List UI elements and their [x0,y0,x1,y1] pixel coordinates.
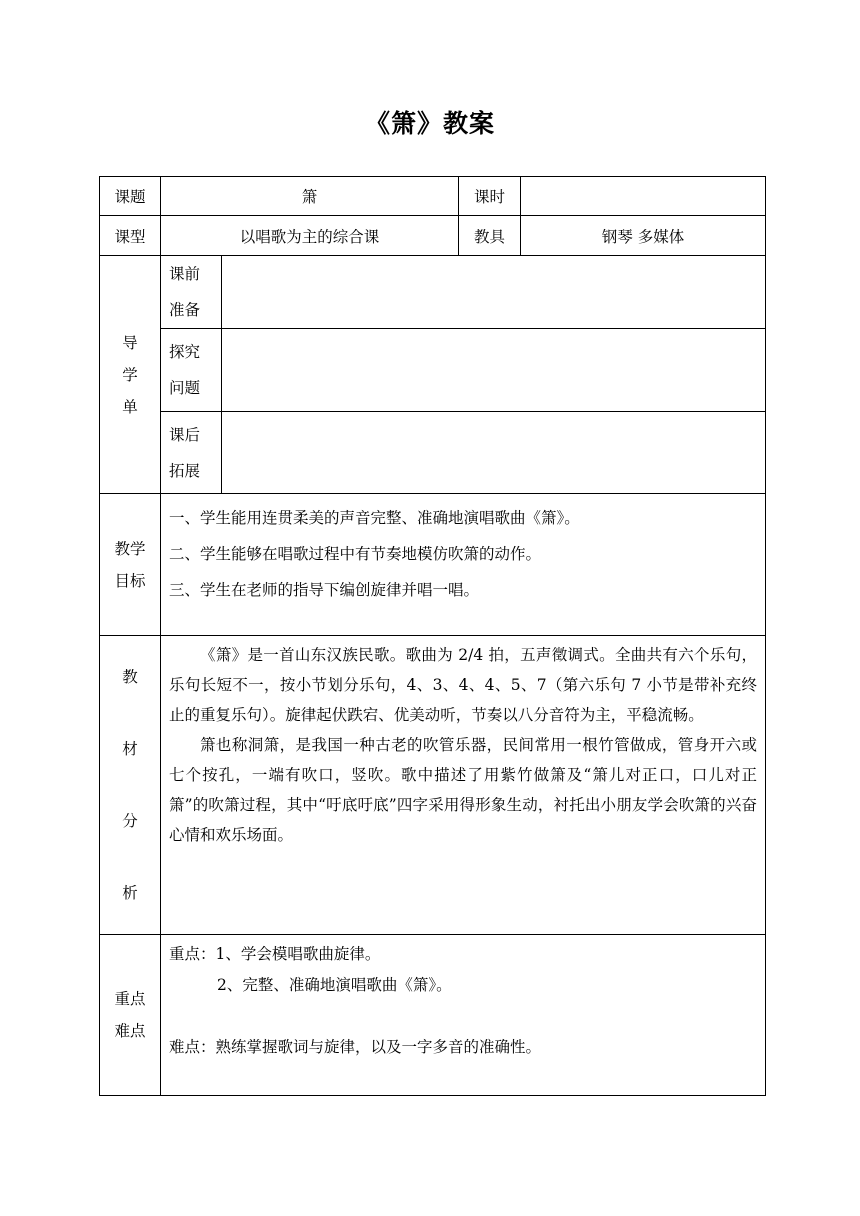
guide-content-post [222,412,766,494]
goal-line: 二、学生能够在唱歌过程中有节奏地模仿吹箫的动作。 [169,545,542,563]
row-keypoints [100,935,766,1096]
topic-value: 箫 [161,177,459,216]
guide-item-post: 课后 拓展 [161,412,222,494]
tools-value: 钢琴 多媒体 [521,216,766,256]
goal-line: 三、学生在老师的指导下编创旋律并唱一唱。 [169,581,480,599]
row-goals [100,494,766,636]
row-type [100,216,766,256]
material-paragraph: 箫也称洞箫，是我国一种古老的吹管乐器，民间常用一根竹管做成，管身开六或七个按孔，一端有吹口，竖吹。歌中描述了用紫竹做箫及“箫儿对正口，口儿对正箫”的吹箫过程，其中“吁底吁底”四字采用得形象生动，衬托出小朋友学会吹箫的兴奋心情和欢乐场面。 [169,736,758,844]
goal-line: 一、学生能用连贯柔美的声音完整、准确地演唱歌曲《箫》。 [169,509,580,527]
guide-item-pre: 课前 准备 [161,256,222,329]
type-label: 课型 [100,216,161,256]
keypoints-content [161,935,766,1096]
key-point-1: 重点：1、学会模唱歌曲旋律。 [169,945,381,963]
material-paragraph: 《箫》是一首山东汉族民歌。歌曲为 2/4 拍，五声徵调式。全曲共有六个乐句，乐句长短不一，按小节划分乐句，4、3、4、4、5、7（第六乐句 7 小节是带补充终止的重复乐句）。旋律起伏跌宕、优美动听，节奏以八分音符为主，平稳流畅。 [169,646,758,724]
material-content [161,636,766,935]
lesson-plan-table [99,176,766,1096]
keypoints-label: 重点 难点 [100,935,161,1096]
hours-value [521,177,766,216]
topic-label: 课题 [100,177,161,216]
document-title: 《箫》教案 [364,109,495,138]
guide-item-explore: 探究 问题 [161,329,222,412]
goals-label: 教学 目标 [100,494,161,636]
hours-label: 课时 [459,177,521,216]
guide-content-pre [222,256,766,329]
row-guide-1 [100,256,766,329]
tools-label: 教具 [459,216,521,256]
guide-content-explore [222,329,766,412]
row-material [100,636,766,935]
difficulty: 难点：熟练掌握歌词与旋律，以及一字多音的准确性。 [169,1038,542,1056]
guide-label: 导 学 单 [100,256,161,494]
material-label: 教 材 分 析 [100,636,161,935]
goals-content [161,494,766,636]
row-topic [100,177,766,216]
key-point-2: 2、完整、准确地演唱歌曲《箫》。 [217,976,452,994]
row-guide-2 [100,329,766,412]
row-guide-3 [100,412,766,494]
type-value: 以唱歌为主的综合课 [161,216,459,256]
